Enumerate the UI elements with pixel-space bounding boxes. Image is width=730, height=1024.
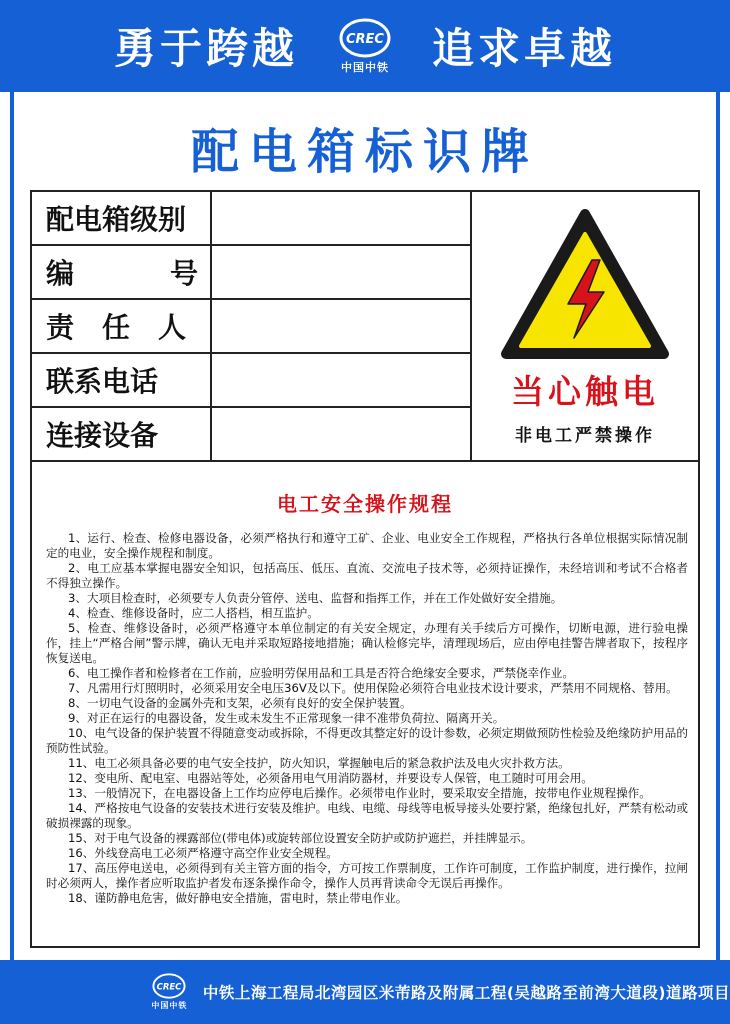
warning-cell: [472, 192, 698, 460]
info-row-equipment: [32, 408, 470, 460]
rules-title: 电工安全操作规程: [277, 492, 453, 516]
info-value-owner: [212, 300, 470, 352]
info-label-phone: 联系电话: [32, 354, 212, 406]
info-row-owner: [32, 300, 470, 354]
rule-item: 6、电工操作者和检修者在工作前，应验明劳保用品和工具是否符合绝缘安全要求，严禁侥幸作业。: [68, 666, 574, 680]
rule-item: 5、检查、维修设备时，必须严格遵守本单位制定的有关安全规定，办理有关手续后方可操作，切断电源，进行验电操作，挂上“严格合闸”警示牌，确认无电并采取短路接地措施；确认检修完毕，清理现场后，应由停电挂警告牌者取下，按程序恢复送电。: [46, 621, 688, 665]
info-fields: [32, 192, 472, 460]
rule-item: 18、谨防静电危害，做好静电安全措施，雷电时，禁止带电作业。: [68, 891, 408, 905]
rule-item: 2、电工应基本掌握电器安全知识，包括高压、低压、直流、交流电子技术等，必须持证操作，未经培训和考试不合格者不得独立操作。: [46, 561, 688, 590]
rule-item: 12、变电所、配电室、电器站等处，必须备用电气用消防器材，并要设专人保管，电工随时可用会用。: [68, 771, 593, 785]
rule-item: 11、电工必须具备必要的电气安全技护，防火知识，掌握触电后的紧急救护法及电火灾扑救方法。: [68, 756, 570, 770]
rule-item: 7、凡需用行灯照明时，必须采用安全电压36V及以下。使用保险必须符合电业技术设计要求，严禁用不同规格、替用。: [68, 681, 678, 695]
rule-item: 9、对正在运行的电器设备，发生或未发生不正常现象一律不准带负荷拉、隔离开关。: [68, 711, 505, 725]
page-title: 配电箱标识牌: [190, 124, 539, 180]
info-table: [30, 190, 700, 462]
rules-list: [32, 531, 698, 906]
info-label-owner: 责 任 人: [32, 300, 212, 352]
info-label-number-b: 号: [169, 257, 198, 290]
info-row-number: [32, 246, 470, 300]
slogan-right: 追求卓越: [432, 24, 617, 73]
rule-item: 4、检查、维修设备时，应二人搭档，相互监护。: [68, 606, 319, 620]
info-label-number-a: 编: [46, 257, 75, 290]
high-voltage-warning-icon: [500, 208, 670, 360]
rules-section: [30, 462, 700, 948]
info-row-level: [32, 192, 470, 246]
info-label-level: 配电箱级别: [32, 192, 212, 244]
logo-mark-text: CREC: [346, 31, 384, 47]
rule-item: 1、运行、检查、检修电器设备，必须严格执行和遵守工矿、企业、电业安全工作规程，严格执行各单位根据实际情况制定的电业，安全操作规程和制度。: [46, 531, 688, 560]
crec-logo-icon: [339, 18, 391, 58]
rule-item: 15、对于电气设备的裸露部位(带电体)或旋转部位设置安全防护或防护遮拦，并挂牌显示。: [68, 831, 533, 845]
rule-item: 13、一般情况下，在电器设备上工作均应停电后操作。必须带电作业时，要采取安全措施，按带电作业规程操作。: [68, 786, 651, 800]
rule-item: 10、电气设备的保护装置不得随意变动或拆除，不得更改其整定好的设计参数，必须定期做预防性检验及绝缘防护用品的预防性试验。: [46, 726, 688, 755]
rule-item: 17、高压停电送电，必须得到有关主管方面的指令，方可按工作票制度，工作许可制度，工作监护制度，进行操作，拉闸时必须两人，操作者应听取监护者发布逐条操作命令，操作人员再背读命令无误后再操作。: [46, 861, 688, 890]
info-row-phone: [32, 354, 470, 408]
info-value-equipment: [212, 408, 470, 460]
info-label-number: [32, 246, 212, 298]
bottom-banner: [0, 960, 730, 1024]
info-value-phone: [212, 354, 470, 406]
project-name: 中铁上海工程局北湾园区米芾路及附属工程(吴越路至前湾大道段)道路项目: [202, 984, 730, 1002]
info-label-equipment: 连接设备: [32, 408, 212, 460]
footer-logo-caption: 中国中铁: [151, 1001, 188, 1010]
warning-title: 当心触电: [511, 372, 659, 411]
rule-item: 8、一切电气设备的金属外壳和支架，必须有良好的安全保护装置。: [68, 696, 412, 710]
crec-logo-icon: [152, 973, 186, 999]
rule-item: 14、严格按电气设备的安装技术进行安装及维护。电线、电缆、母线等电板导接头处要拧紧，绝缘包扎好，严禁有松动或破损裸露的现象。: [46, 801, 688, 830]
logo-caption: 中国中铁: [341, 60, 389, 74]
footer-logo: [140, 973, 199, 1011]
rule-item: 3、大项目检查时，必须要专人负责分管停、送电、监督和指挥工作，并在工作处做好安全措施。: [68, 591, 563, 605]
company-logo: [320, 18, 410, 75]
rule-item: 16、外线登高电工必须严格遵守高空作业安全规程。: [68, 846, 338, 860]
footer-logo-mark-text: CREC: [157, 981, 182, 992]
info-value-number: [212, 246, 470, 298]
slogan-left: 勇于跨越: [113, 24, 298, 73]
info-value-level: [212, 192, 470, 244]
top-banner: [0, 0, 730, 92]
warning-subtitle: 非电工严禁操作: [515, 426, 655, 446]
